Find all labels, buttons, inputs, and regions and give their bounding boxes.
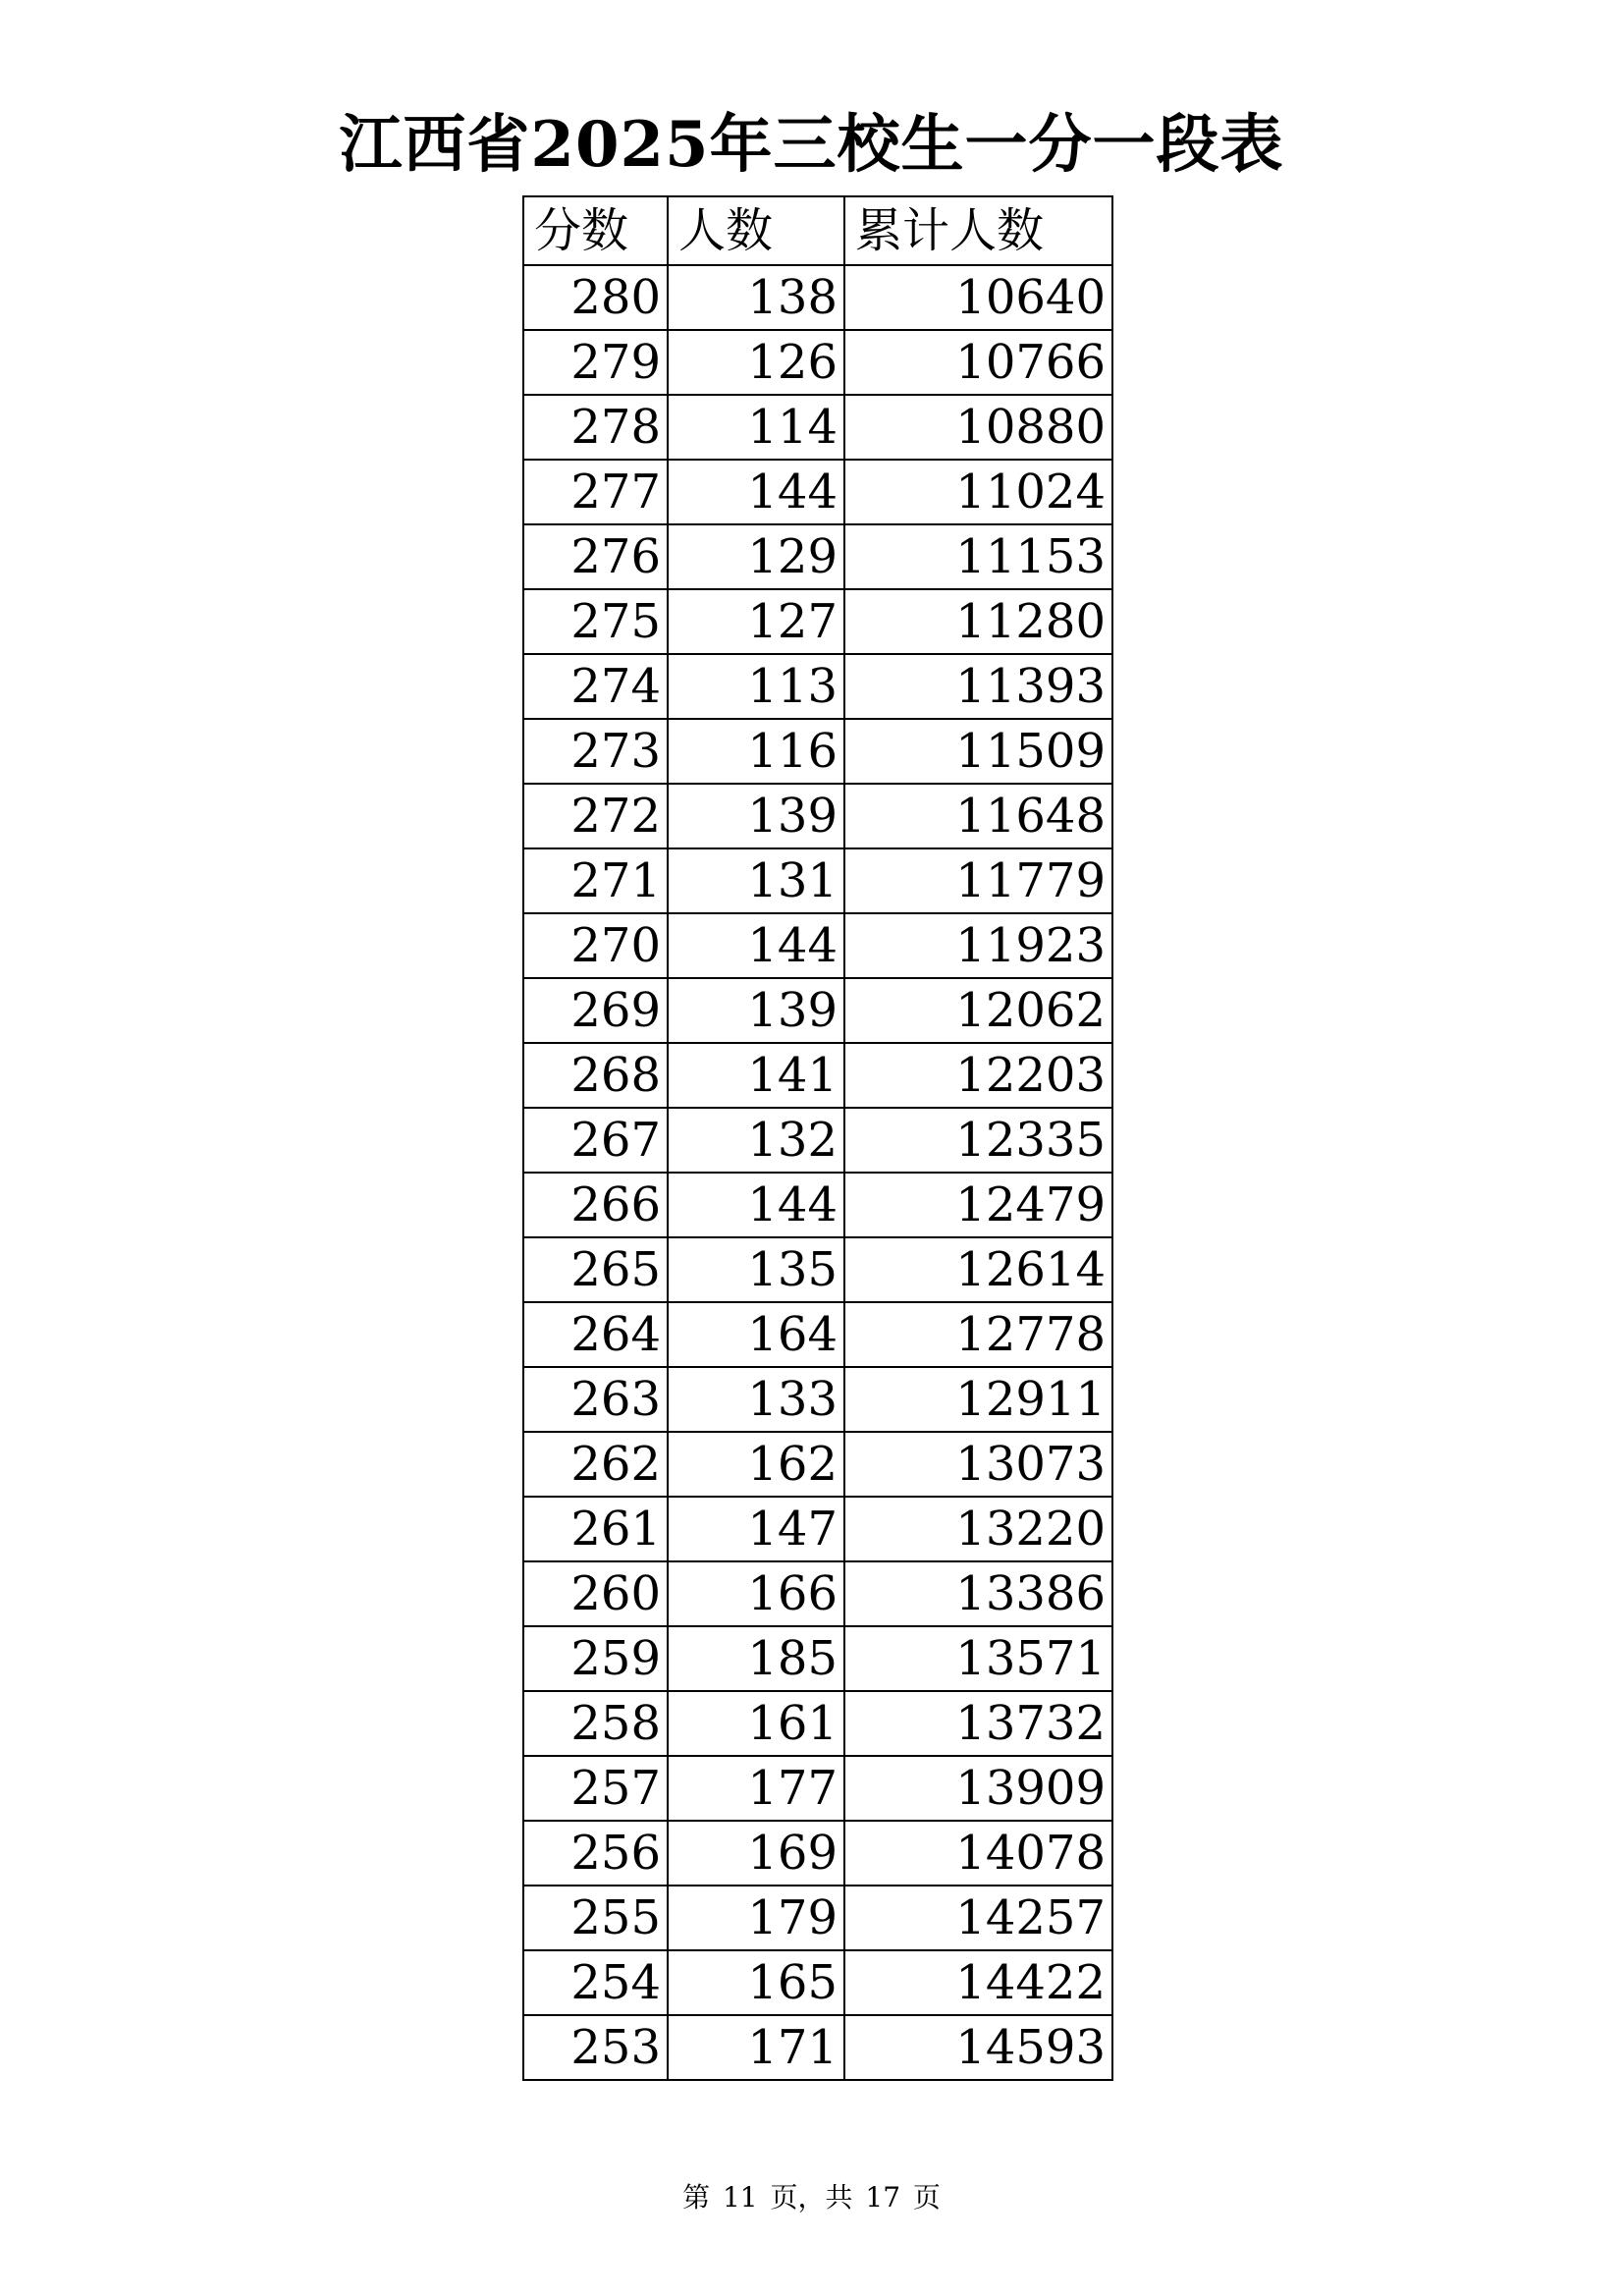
cell-score: 265 [523,1237,668,1302]
cell-cumulative: 11024 [844,460,1112,524]
table-row [523,1561,1112,1626]
cell-count: 139 [668,784,844,848]
cell-cumulative: 14593 [844,2015,1112,2080]
cell-count: 166 [668,1561,844,1626]
table-row [523,1108,1112,1173]
cell-count: 114 [668,395,844,460]
cell-count: 138 [668,265,844,330]
table-row [523,330,1112,395]
page-title: 江西省2025年三校生一分一段表 [339,108,1284,182]
cell-score: 271 [523,848,668,913]
cell-score: 260 [523,1561,668,1626]
header-score: 分数 [523,196,668,265]
cell-cumulative: 12911 [844,1367,1112,1432]
table-row [523,1173,1112,1237]
cell-score: 254 [523,1950,668,2015]
cell-count: 141 [668,1043,844,1108]
cell-cumulative: 13732 [844,1691,1112,1756]
table-row [523,1691,1112,1756]
table-row [523,1367,1112,1432]
cell-score: 274 [523,654,668,719]
cell-cumulative: 12203 [844,1043,1112,1108]
table-row [523,1756,1112,1821]
cell-count: 165 [668,1950,844,2015]
cell-cumulative: 13909 [844,1756,1112,1821]
cell-count: 144 [668,913,844,978]
cell-score: 259 [523,1626,668,1691]
cell-score: 256 [523,1821,668,1886]
cell-count: 132 [668,1108,844,1173]
cell-count: 135 [668,1237,844,1302]
cell-cumulative: 13220 [844,1497,1112,1561]
cell-cumulative: 14078 [844,1821,1112,1886]
cell-score: 273 [523,719,668,784]
cell-cumulative: 12614 [844,1237,1112,1302]
cell-score: 268 [523,1043,668,1108]
cell-cumulative: 11393 [844,654,1112,719]
cell-score: 269 [523,978,668,1043]
header-count: 人数 [668,196,844,265]
cell-score: 276 [523,524,668,589]
cell-cumulative: 12778 [844,1302,1112,1367]
score-distribution-table [522,195,1113,2081]
cell-cumulative: 10766 [844,330,1112,395]
cell-score: 261 [523,1497,668,1561]
cell-cumulative: 13386 [844,1561,1112,1626]
cell-score: 277 [523,460,668,524]
cell-cumulative: 11280 [844,589,1112,654]
table-body [523,265,1112,2080]
cell-count: 185 [668,1626,844,1691]
table-row [523,395,1112,460]
cell-score: 267 [523,1108,668,1173]
cell-score: 257 [523,1756,668,1821]
cell-count: 161 [668,1691,844,1756]
cell-count: 144 [668,1173,844,1237]
table-row [523,2015,1112,2080]
cell-count: 162 [668,1432,844,1497]
table-row [523,1950,1112,2015]
cell-score: 280 [523,265,668,330]
cell-count: 179 [668,1886,844,1950]
page-footer: 第 11 页，共 17 页 [682,2181,941,2214]
cell-cumulative: 11779 [844,848,1112,913]
cell-score: 279 [523,330,668,395]
cell-count: 127 [668,589,844,654]
cell-count: 126 [668,330,844,395]
table-row [523,460,1112,524]
cell-score: 275 [523,589,668,654]
table-row [523,719,1112,784]
cell-score: 266 [523,1173,668,1237]
cell-count: 144 [668,460,844,524]
table-row [523,1886,1112,1950]
table-row [523,654,1112,719]
cell-cumulative: 14422 [844,1950,1112,2015]
cell-cumulative: 11648 [844,784,1112,848]
cell-count: 129 [668,524,844,589]
cell-score: 253 [523,2015,668,2080]
cell-score: 263 [523,1367,668,1432]
table-row [523,1043,1112,1108]
cell-count: 164 [668,1302,844,1367]
cell-score: 270 [523,913,668,978]
header-cumulative: 累计人数 [844,196,1112,265]
cell-count: 113 [668,654,844,719]
cell-cumulative: 11923 [844,913,1112,978]
table-row [523,1302,1112,1367]
cell-cumulative: 14257 [844,1886,1112,1950]
cell-score: 278 [523,395,668,460]
cell-cumulative: 10640 [844,265,1112,330]
cell-count: 147 [668,1497,844,1561]
table-header [523,196,1112,265]
table-row [523,265,1112,330]
cell-count: 131 [668,848,844,913]
cell-score: 262 [523,1432,668,1497]
table-row [523,1626,1112,1691]
cell-score: 264 [523,1302,668,1367]
table-row [523,524,1112,589]
cell-cumulative: 10880 [844,395,1112,460]
cell-count: 169 [668,1821,844,1886]
cell-cumulative: 12479 [844,1173,1112,1237]
table-row [523,1237,1112,1302]
cell-cumulative: 12335 [844,1108,1112,1173]
cell-cumulative: 11153 [844,524,1112,589]
cell-count: 171 [668,2015,844,2080]
table-row [523,1821,1112,1886]
cell-cumulative: 13571 [844,1626,1112,1691]
cell-count: 116 [668,719,844,784]
table-row [523,978,1112,1043]
cell-score: 258 [523,1691,668,1756]
table-row [523,913,1112,978]
cell-count: 177 [668,1756,844,1821]
cell-count: 139 [668,978,844,1043]
cell-cumulative: 13073 [844,1432,1112,1497]
table-header-row [523,196,1112,265]
cell-cumulative: 11509 [844,719,1112,784]
table-row [523,784,1112,848]
table-row [523,848,1112,913]
table-row [523,1497,1112,1561]
table-row [523,589,1112,654]
cell-score: 255 [523,1886,668,1950]
cell-score: 272 [523,784,668,848]
cell-cumulative: 12062 [844,978,1112,1043]
cell-count: 133 [668,1367,844,1432]
table-row [523,1432,1112,1497]
